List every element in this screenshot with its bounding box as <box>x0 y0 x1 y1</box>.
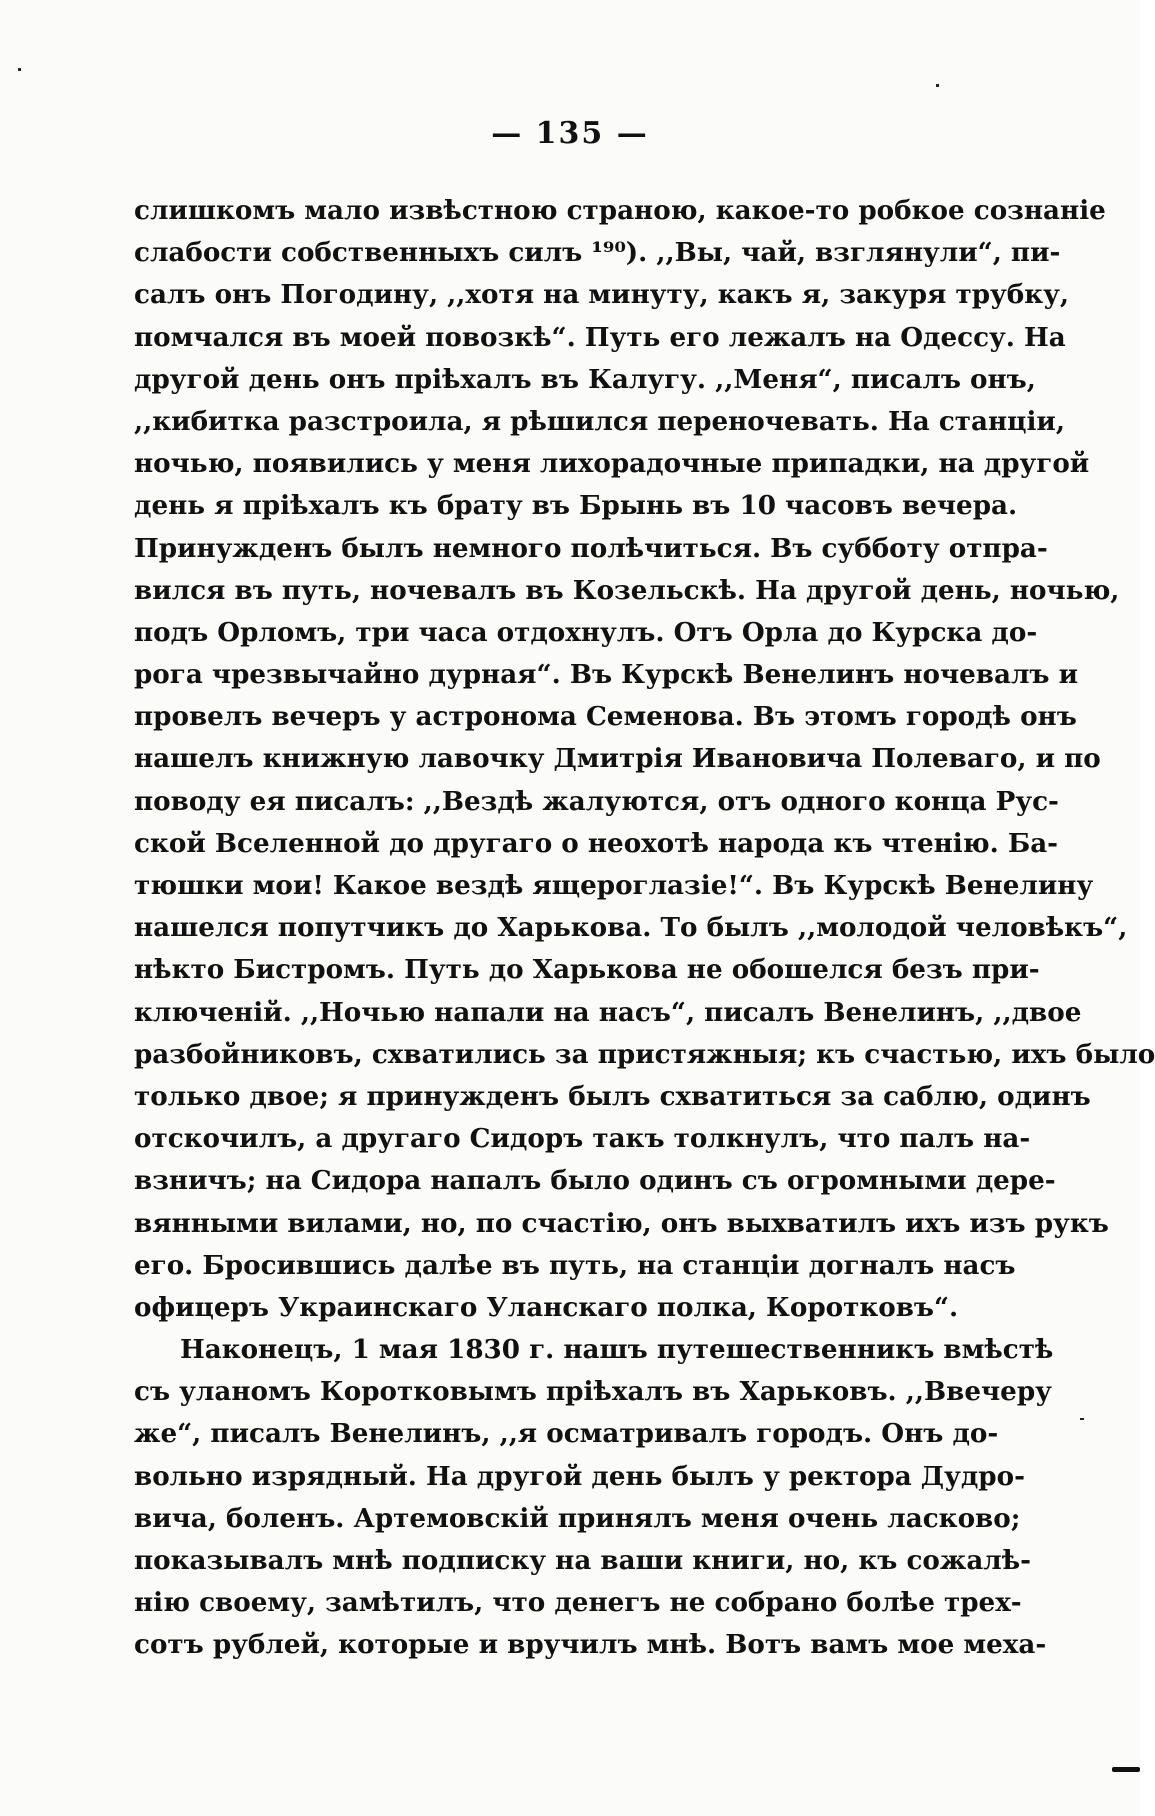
text-line: ,,кибитка разстроила, я рѣшился переночевать. На станціи, <box>134 405 1065 437</box>
text-line: рога чрезвычайно дурная“. Въ Курскѣ Венелинъ ночевалъ и <box>134 659 1079 691</box>
paragraph-start-line: Наконецъ, 1 мая 1830 г. нашъ путешественникъ вмѣстѣ <box>180 1334 1054 1366</box>
text-line: нію своему, замѣтилъ, что денегъ не собрано болѣе трех- <box>134 1587 1022 1619</box>
text-line: его. Бросившись далѣе въ путь, на станціи догналъ насъ <box>134 1249 1016 1281</box>
text-line: помчался въ моей повозкѣ“. Путь его лежалъ на Одессу. На <box>134 321 1066 353</box>
text-line: ключеній. ,,Ночью напали на насъ“, писалъ Венелинъ, ,,двое <box>134 996 1082 1028</box>
text-line: ночью, появились у меня лихорадочные припадки, на другой <box>134 448 1090 480</box>
page-text <box>134 190 1155 1667</box>
paragraph-end-line: офицеръ Украинскаго Уланскаго полка, Коротковъ“. <box>134 1291 959 1323</box>
text-line: нашелся попутчикъ до Харькова. То былъ ,,молодой человѣкъ“, <box>134 912 1128 944</box>
text-line: слишкомъ мало извѣстною страною, какое-то робкое сознаніе <box>134 195 1106 226</box>
text-line: салъ онъ Погодину, ,,хотя на минуту, какъ я, закуря трубку, <box>134 279 1070 311</box>
text-line: отскочилъ, а другаго Сидоръ такъ толкнулъ, что палъ на- <box>134 1123 1031 1155</box>
text-line: только двое; я принужденъ былъ схватиться за саблю, одинъ <box>134 1080 1091 1112</box>
text-line: разбойниковъ, схватились за пристяжныя; къ счастью, ихъ было <box>134 1038 1155 1070</box>
margin-mark <box>1112 1767 1140 1772</box>
text-line: другой день онъ пріѣхалъ въ Калугу. ,,Меня“, писалъ онъ, <box>134 363 1036 395</box>
text-line: вился въ путь, ночевалъ въ Козельскѣ. На другой день, ночью, <box>134 574 1120 606</box>
text-line: вольно изрядный. На другой день былъ у ректора Дудро- <box>134 1460 1025 1492</box>
text-line: слабости собственныхъ силъ ¹⁹⁰). ,,Вы, чай, взглянули“, пи- <box>134 237 1061 269</box>
text-line: ской Вселенной до другаго о неохотѣ народа къ чтенію. Ба- <box>134 827 1059 859</box>
text-line: же“, писалъ Венелинъ, ,,я осматривалъ городъ. Онъ до- <box>134 1418 999 1450</box>
text-line: день я пріѣхалъ къ брату въ Брынь въ 10 часовъ вечера. <box>134 490 1018 522</box>
text-line: нѣкто Бистромъ. Путь до Харькова не обошелся безъ при- <box>134 954 1040 986</box>
text-line: поводу ея писалъ: ,,Вездѣ жалуются, отъ одного конца Рус- <box>134 785 1059 817</box>
text-line: вича, боленъ. Артемовскій принялъ меня очень ласково; <box>134 1502 1021 1534</box>
text-line: Принужденъ былъ немного полѣчиться. Въ субботу отпра- <box>134 532 1048 564</box>
scan-speck <box>1080 1418 1084 1420</box>
text-line: подъ Орломъ, три часа отдохнулъ. Отъ Орла до Курска до- <box>134 616 1038 648</box>
text-line: съ уланомъ Коротковымъ пріѣхалъ въ Харьковъ. ,,Ввечеру <box>134 1376 1052 1408</box>
text-line: провелъ вечеръ у астронома Семенова. Въ этомъ городѣ онъ <box>134 701 1077 733</box>
text-line: вянными вилами, но, по счастію, онъ выхватилъ ихъ изъ рукъ <box>134 1207 1109 1239</box>
scan-speck <box>936 84 939 87</box>
text-line: тюшки мои! Какое вездѣ ящероглазіе!“. Въ Курскѣ Венелину <box>134 870 1094 901</box>
text-line: показывалъ мнѣ подписку на ваши книги, но, къ сожалѣ- <box>134 1545 1032 1576</box>
page-number: — 135 — <box>491 116 649 151</box>
text-line: взничъ; на Сидора напалъ было одинъ съ огромными дере- <box>134 1165 1056 1197</box>
text-line: сотъ рублей, которые и вручилъ мнѣ. Вотъ вамъ мое меха- <box>134 1629 1047 1661</box>
scan-speck <box>18 68 21 71</box>
text-line: нашелъ книжную лавочку Дмитрія Ивановича Полеваго, и по <box>134 743 1101 775</box>
